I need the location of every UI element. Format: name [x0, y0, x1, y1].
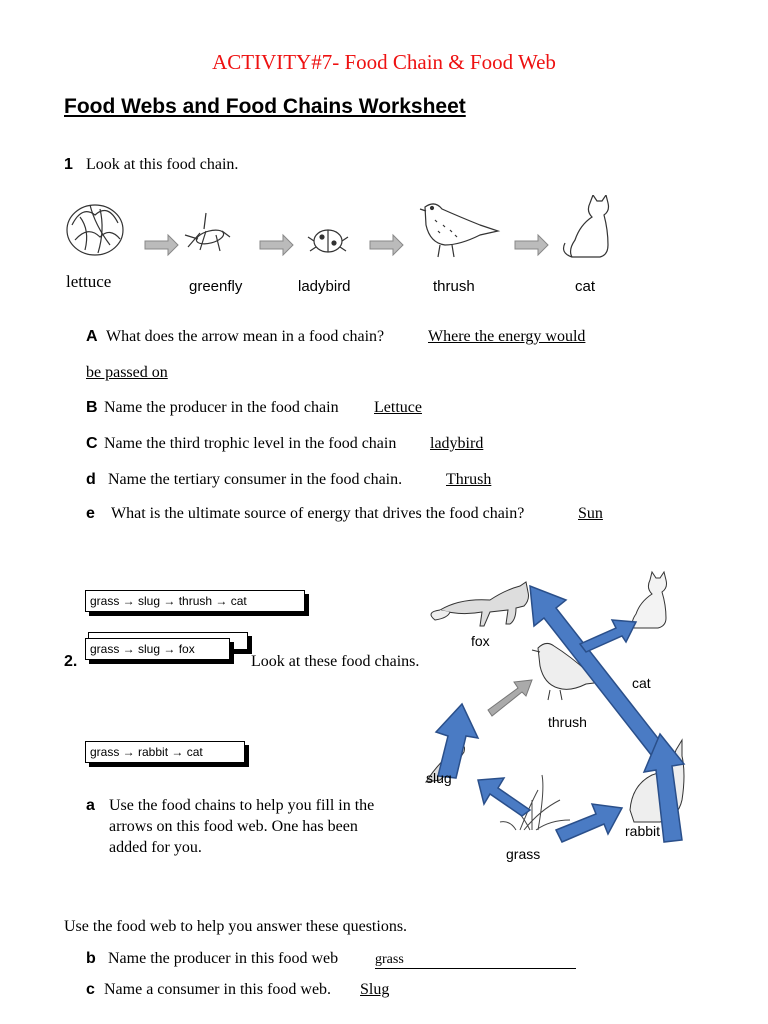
ladybird-picture	[308, 230, 348, 252]
worksheet-title: Food Webs and Food Chains Worksheet	[64, 95, 466, 118]
web-label-cat: cat	[632, 675, 651, 691]
q1b-answer: Lettuce	[374, 399, 422, 416]
cat-picture	[564, 195, 609, 257]
organism-label-thrush: thrush	[433, 278, 475, 295]
chain-arrow	[515, 235, 548, 255]
q3b-answer-text: grass	[375, 952, 404, 967]
q1d-answer: Thrush	[446, 471, 492, 488]
q1-prompt: Look at this food chain.	[86, 156, 239, 173]
food-chain-illustration	[60, 195, 620, 270]
q1b-label: B	[86, 399, 98, 416]
cat-web-picture	[632, 572, 666, 628]
web-label-slug: slug	[426, 770, 452, 786]
web-label-grass: grass	[506, 846, 541, 862]
q1e-question: What is the ultimate source of energy that drives the food chain?	[111, 505, 525, 522]
web-arrow-grass-rabbit	[556, 804, 622, 842]
q1c-label: C	[86, 435, 98, 452]
q1e-answer: Sun	[578, 505, 603, 522]
q1e-label: e	[86, 505, 95, 522]
q2a-label: a	[86, 797, 95, 814]
organism-label-ladybird: ladybird	[298, 278, 351, 295]
web-label-rabbit: rabbit	[625, 823, 661, 839]
chain-arrow	[145, 235, 178, 255]
thrush-picture	[420, 204, 498, 257]
q2-prompt: Look at these food chains.	[251, 653, 420, 670]
q3c-question: Name a consumer in this food web.	[104, 981, 332, 998]
q1d-question: Name the tertiary consumer in the food chain.	[108, 471, 403, 488]
food-chain-box-1: grass → slug → thrush → cat	[85, 590, 305, 612]
q2a-line3: added for you.	[109, 839, 202, 856]
chain-arrow	[370, 235, 403, 255]
fox-picture	[431, 582, 529, 626]
q2a-line2: arrows on this food web. One has been	[109, 818, 358, 835]
q3c-label: c	[86, 981, 95, 998]
organism-label-greenfly: greenfly	[189, 278, 243, 295]
chain-arrow	[260, 235, 293, 255]
organism-label-lettuce: lettuce	[66, 272, 112, 291]
food-chain-box-2: grass → slug → fox	[85, 638, 230, 660]
q1-number: 1	[64, 156, 73, 173]
q2a-line1: Use the food chains to help you fill in the	[109, 797, 375, 814]
organism-label-cat: cat	[575, 278, 596, 295]
web-arrow-grass-slug	[478, 778, 530, 816]
web-arrow-thrush-cat	[580, 620, 636, 652]
q1a-label: A	[86, 328, 98, 345]
food-chain-box-3: grass → rabbit → cat	[85, 741, 245, 763]
q1a-answer-line1: Where the energy would	[428, 328, 586, 345]
q1d-label: d	[86, 471, 96, 488]
q1c-question: Name the third trophic level in the food chain	[104, 435, 397, 452]
q1a-question: What does the arrow mean in a food chain?	[106, 328, 385, 345]
given-web-arrow	[488, 680, 532, 716]
web-label-thrush: thrush	[548, 714, 587, 730]
web-label-fox: fox	[471, 633, 490, 649]
web-arrow-slug-fox	[436, 704, 478, 778]
activity-title: ACTIVITY#7- Food Chain & Food Web	[212, 50, 556, 74]
q3-intro: Use the food web to help you answer these questions.	[64, 918, 408, 935]
q3c-answer: Slug	[360, 981, 390, 998]
q1a-answer-line2: be passed on	[86, 364, 168, 381]
greenfly-picture	[185, 213, 230, 251]
q3b-question: Name the producer in this food web	[108, 950, 339, 967]
q3b-answer	[375, 950, 576, 969]
q3b-label: b	[86, 950, 96, 967]
lettuce-picture	[67, 205, 123, 255]
q2-number: 2.	[64, 653, 78, 670]
q1b-question: Name the producer in the food chain	[104, 399, 339, 416]
q1c-answer: ladybird	[430, 435, 484, 452]
